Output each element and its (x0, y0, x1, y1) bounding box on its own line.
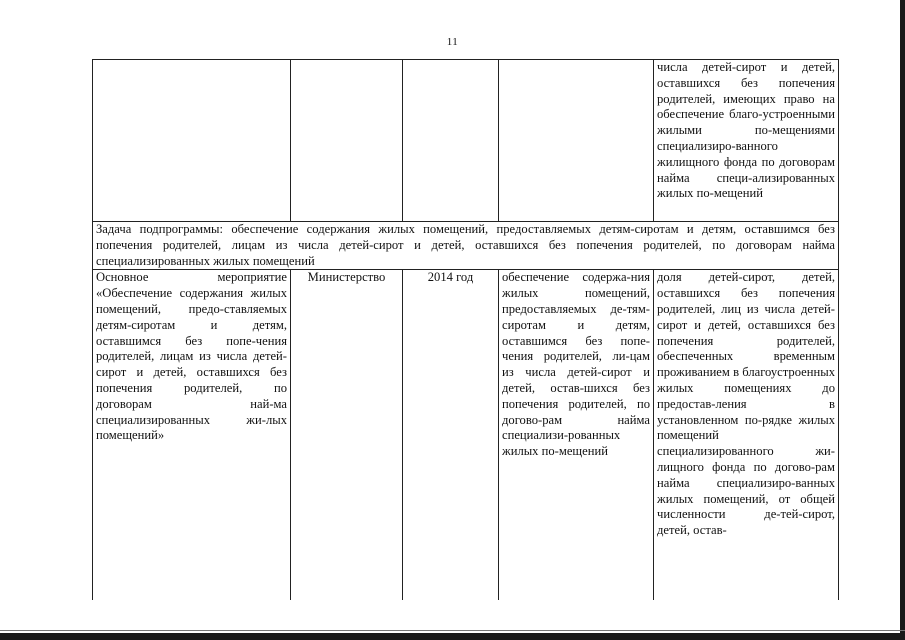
indicator-cell: доля детей-сирот, детей, оставшихся без попечения родителей, лиц из числа детей-сирот и детей, оставшихся без попечения родителей, обеспеченных временным проживанием в благоустроенных жилых помещениях до предостав-ления в установленном по-рядке жилых помещений специализированного жи-лищного фонда по догово-рам найма специализиро-ванных жилых помещений, от общей численности де-тей-сирот, детей, остав- (654, 270, 839, 600)
program-table (92, 59, 839, 600)
table-cell-empty (499, 60, 654, 222)
task-row (93, 222, 839, 270)
scan-edge-right (900, 0, 905, 640)
subprogram-task: Задача подпрограммы: обеспечение содержания жилых помещений, предоставляемых детям-сиротам и детям, оставшимся без попечения родителей, лицам из числа детей-сирот и детей, оставшихся без попечения родителей, по договорам найма специализированных жилых помещений (93, 222, 839, 270)
scan-edge-bottom (0, 633, 905, 640)
table-cell-empty (93, 60, 291, 222)
result-cell: обеспечение содержа-ния жилых помещений, предоставляемых де-тям-сиротам и детям, оставшимся без попе-чения родителей, ли-цам из числа детей-сирот и детей, остав-шихся без попечения родителей, по догово-рам найма специализи-рованных жилых по-мещений (499, 270, 654, 600)
table-row (93, 60, 839, 222)
page-number: 11 (446, 36, 459, 48)
activity-cell: Основное мероприятие «Обеспечение содержания жилых помещений, предо-ставляемых детям-сиротам и детям, оставшимся без попе-чения родителей, лицам из числа детей-сирот и детей, оставшихся без попечения родителей, по договорам най-ма специализированных жи-лых помещений» (93, 270, 291, 600)
indicator-cell-continued: числа детей-сирот и детей, оставшихся без попечения родителей, имеющих право на обеспечение благо-устроенными жилыми по-мещениями специализиро-ванного жилищного фонда по договорам найма специ-ализированных жилых по-мещений (654, 60, 839, 222)
table-cell-empty (291, 60, 403, 222)
executor-cell: Министерство (291, 270, 403, 600)
table-row (93, 270, 839, 600)
scan-edge-line (0, 630, 905, 631)
year-cell: 2014 год (403, 270, 499, 600)
table-cell-empty (403, 60, 499, 222)
